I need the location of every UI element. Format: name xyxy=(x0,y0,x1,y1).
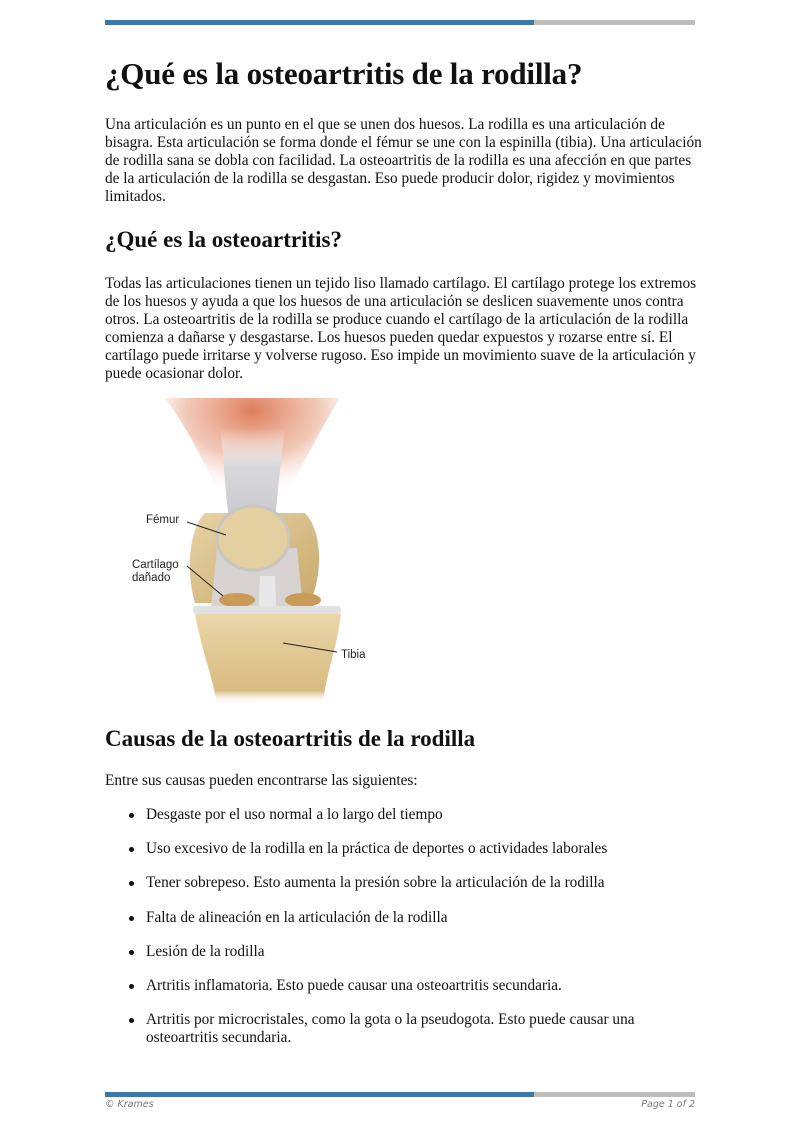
intro-paragraph: Una articulación es un punto en el que se unen dos huesos. La rodilla es una articulación de bisagra. Esta articulación se forma donde el fémur se une con la espinilla (tibia). Una articulación de rodilla sana se dobla con facilidad. La osteoartritis de la rodilla es una afección en que partes de la articulación de la rodilla se desgastan. Eso puede producir dolor, rigidez y movimientos limitados. xyxy=(105,116,702,205)
list-item xyxy=(105,874,705,892)
bullet-icon xyxy=(129,881,134,886)
list-item xyxy=(105,943,705,961)
bullet-icon xyxy=(129,984,134,989)
list-item-text: Desgaste por el uso normal a lo largo del tiempo xyxy=(146,806,443,823)
cartilage-label-line2: dañado xyxy=(132,572,171,584)
footer-bar-accent xyxy=(105,1092,534,1097)
bullet-icon xyxy=(129,813,134,818)
list-item-text: Artritis por microcristales, como la gota o la pseudogota. Esto puede causar una osteoartritis secundaria. xyxy=(146,1011,635,1047)
header-progress-bar xyxy=(105,20,695,25)
list-item-text: Lesión de la rodilla xyxy=(146,942,265,960)
section-heading-what-is: ¿Qué es la osteoartritis? xyxy=(105,227,342,252)
tibia-label: Tibia xyxy=(341,649,366,661)
section-paragraph-what-is: Todas las articulaciones tienen un tejido liso llamado cartílago. El cartílago protege los extremos de los huesos y ayuda a que los huesos de una articulación se deslicen suavemente unos contra otros. La osteoartritis de la rodilla se produce cuando el cartílago de la articulación de la rodilla comienza a dañarse y desgastarse. Los huesos pueden quedar expuestos y rozarse entre sí. El cartílago puede irritarse y volverse rugoso. Eso impide un movimiento suave de la articulación y puede ocasionar dolor. xyxy=(105,275,697,382)
causes-list xyxy=(105,806,705,1063)
footer-bar-rest xyxy=(534,1092,695,1097)
femur-label: Fémur xyxy=(146,514,180,526)
list-item xyxy=(105,840,705,858)
cartilage-label-line1: Cartílago xyxy=(132,559,179,571)
tibial-plateau xyxy=(193,606,341,614)
bullet-icon xyxy=(129,916,134,921)
footer-page-number: Page 1 of 2 xyxy=(641,1099,695,1110)
footer-progress-bar xyxy=(105,1092,695,1097)
list-item-text: Uso excesivo de la rodilla en la práctica de deportes o actividades laborales xyxy=(146,840,608,858)
header-bar-rest xyxy=(534,20,695,25)
patella xyxy=(217,506,289,570)
page-title: ¿Qué es la osteoartritis de la rodilla? xyxy=(105,56,583,91)
list-item xyxy=(105,909,705,927)
knee-illustration xyxy=(125,398,375,704)
list-item-text: Artritis inflamatoria. Esto puede causar una osteoartritis secundaria. xyxy=(146,977,562,995)
list-item-text: Falta de alineación en la articulación de la rodilla xyxy=(146,908,448,926)
footer-copyright: © Krames xyxy=(105,1099,154,1110)
causes-intro: Entre sus causas pueden encontrarse las siguientes: xyxy=(105,772,418,789)
list-item xyxy=(105,1011,705,1047)
list-item xyxy=(105,806,705,824)
section-heading-causes: Causas de la osteoartritis de la rodilla xyxy=(105,726,476,751)
bullet-icon xyxy=(129,950,134,955)
bullet-icon xyxy=(129,847,134,852)
bullet-icon xyxy=(129,1018,134,1023)
list-item-text: Tener sobrepeso. Esto aumenta la presión sobre la articulación de la rodilla xyxy=(146,874,605,892)
header-bar-accent xyxy=(105,20,534,25)
list-item xyxy=(105,977,705,995)
tibia-bone xyxy=(195,614,341,704)
